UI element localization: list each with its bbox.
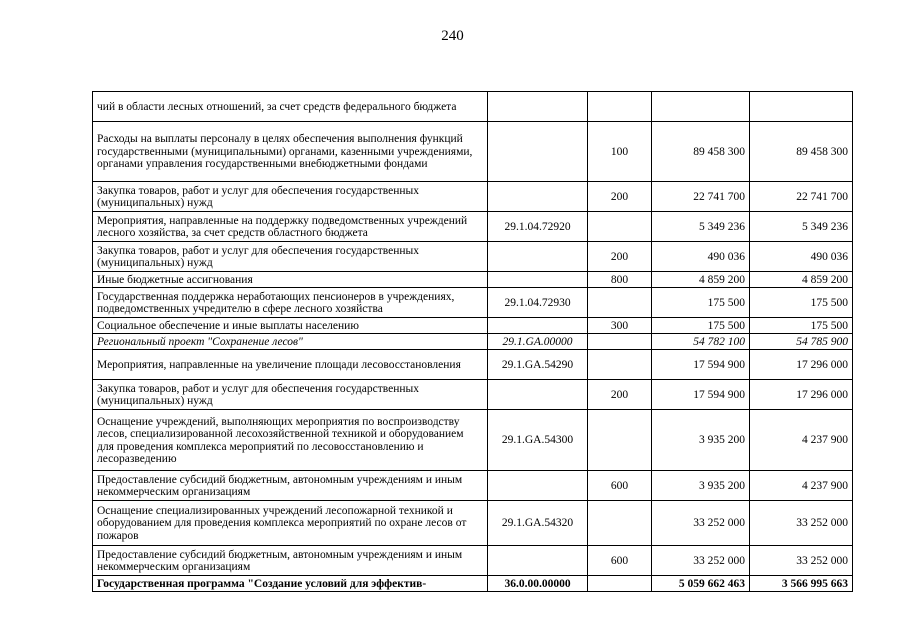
- table-row: [93, 272, 853, 288]
- row-expense-type: [588, 410, 652, 471]
- row-name: Иные бюджетные ассигнования: [93, 272, 488, 288]
- row-code: [488, 122, 588, 182]
- row-expense-type: [588, 92, 652, 122]
- row-code: 29.1.GA.54300: [488, 410, 588, 471]
- row-expense-type: 800: [588, 272, 652, 288]
- row-code: [488, 92, 588, 122]
- table-row: [93, 288, 853, 318]
- row-name: Расходы на выплаты персоналу в целях обеспечения выполнения функций государственными (муниципальными) органами, казенными учреждениями, органами управления государственными внебюджетными фондами: [93, 122, 488, 182]
- row-sum-1: 490 036: [652, 242, 750, 272]
- row-code: 29.1.GA.00000: [488, 334, 588, 350]
- row-name: Государственная поддержка неработающих пенсионеров в учреждениях, подведомственных учредителю в сфере лесного хозяйства: [93, 288, 488, 318]
- table-row: [93, 212, 853, 242]
- row-sum-2: 17 296 000: [750, 380, 853, 410]
- row-name: Закупка товаров, работ и услуг для обеспечения государственных (муниципальных) нужд: [93, 242, 488, 272]
- row-code: [488, 318, 588, 334]
- row-name: Мероприятия, направленные на увеличение площади лесовосстановления: [93, 350, 488, 380]
- row-name: Предоставление субсидий бюджетным, автономным учреждениям и иным некоммерческим организациям: [93, 471, 488, 501]
- row-expense-type: [588, 501, 652, 546]
- page-number: 240: [441, 28, 464, 44]
- row-code: [488, 380, 588, 410]
- table-row: [93, 122, 853, 182]
- row-sum-2: 4 237 900: [750, 471, 853, 501]
- row-sum-2: 490 036: [750, 242, 853, 272]
- row-code: [488, 182, 588, 212]
- row-name: Предоставление субсидий бюджетным, автономным учреждениям и иным некоммерческим организациям: [93, 546, 488, 576]
- row-expense-type: 600: [588, 546, 652, 576]
- row-name: чий в области лесных отношений, за счет средств федерального бюджета: [93, 92, 488, 122]
- row-sum-1: 17 594 900: [652, 350, 750, 380]
- row-name: Оснащение учреждений, выполняющих мероприятия по воспроизводству лесов, специализированной лесохозяйственной техникой и оборудованием для проведения комплекса мероприятий по лесовосстановлению и лесоразведению: [93, 410, 488, 471]
- row-sum-1: 33 252 000: [652, 546, 750, 576]
- row-expense-type: 200: [588, 182, 652, 212]
- row-sum-2: 4 237 900: [750, 410, 853, 471]
- row-sum-2: 175 500: [750, 318, 853, 334]
- row-expense-type: [588, 350, 652, 380]
- row-sum-2: 22 741 700: [750, 182, 853, 212]
- row-sum-1: 22 741 700: [652, 182, 750, 212]
- table-row: [93, 318, 853, 334]
- row-sum-1: 5 059 662 463: [652, 576, 750, 592]
- budget-table: [92, 91, 853, 592]
- row-name: Региональный проект "Сохранение лесов": [93, 334, 488, 350]
- row-name: Государственная программа "Создание условий для эффектив-: [93, 576, 488, 592]
- row-sum-2: 175 500: [750, 288, 853, 318]
- row-code: [488, 546, 588, 576]
- row-sum-2: [750, 92, 853, 122]
- table-row: [93, 471, 853, 501]
- row-sum-1: [652, 92, 750, 122]
- row-name: Оснащение специализированных учреждений лесопожарной техникой и оборудованием для проведения комплекса мероприятий по охране лесов от пожаров: [93, 501, 488, 546]
- row-expense-type: [588, 288, 652, 318]
- row-sum-1: 33 252 000: [652, 501, 750, 546]
- row-code: [488, 272, 588, 288]
- table-row: [93, 334, 853, 350]
- row-sum-1: 3 935 200: [652, 410, 750, 471]
- row-code: 36.0.00.00000: [488, 576, 588, 592]
- row-name: Закупка товаров, работ и услуг для обеспечения государственных (муниципальных) нужд: [93, 380, 488, 410]
- table-row: [93, 242, 853, 272]
- row-sum-2: 33 252 000: [750, 546, 853, 576]
- row-sum-1: 175 500: [652, 318, 750, 334]
- row-name: Закупка товаров, работ и услуг для обеспечения государственных (муниципальных) нужд: [93, 182, 488, 212]
- row-sum-2: 33 252 000: [750, 501, 853, 546]
- table-row: [93, 380, 853, 410]
- table-row: [93, 501, 853, 546]
- row-sum-1: 3 935 200: [652, 471, 750, 501]
- row-expense-type: 600: [588, 471, 652, 501]
- row-sum-1: 17 594 900: [652, 380, 750, 410]
- row-code: [488, 242, 588, 272]
- row-name: Мероприятия, направленные на поддержку подведомственных учреждений лесного хозяйства, за счет средств областного бюджета: [93, 212, 488, 242]
- row-sum-1: 4 859 200: [652, 272, 750, 288]
- row-sum-1: 175 500: [652, 288, 750, 318]
- row-expense-type: 100: [588, 122, 652, 182]
- table-row: [93, 350, 853, 380]
- row-code: 29.1.04.72920: [488, 212, 588, 242]
- table-row: [93, 92, 853, 122]
- table-row: [93, 576, 853, 592]
- budget-table-body: [93, 92, 853, 592]
- row-code: [488, 471, 588, 501]
- table-row: [93, 546, 853, 576]
- row-expense-type: [588, 334, 652, 350]
- row-code: 29.1.GA.54290: [488, 350, 588, 380]
- row-expense-type: [588, 212, 652, 242]
- row-expense-type: [588, 576, 652, 592]
- row-sum-2: 4 859 200: [750, 272, 853, 288]
- row-expense-type: 200: [588, 242, 652, 272]
- row-sum-1: 89 458 300: [652, 122, 750, 182]
- row-sum-2: 89 458 300: [750, 122, 853, 182]
- row-sum-2: 54 785 900: [750, 334, 853, 350]
- row-expense-type: 300: [588, 318, 652, 334]
- row-name: Социальное обеспечение и иные выплаты населению: [93, 318, 488, 334]
- row-sum-2: 3 566 995 663: [750, 576, 853, 592]
- row-sum-2: 5 349 236: [750, 212, 853, 242]
- table-row: [93, 182, 853, 212]
- row-code: 29.1.GA.54320: [488, 501, 588, 546]
- row-sum-1: 5 349 236: [652, 212, 750, 242]
- row-expense-type: 200: [588, 380, 652, 410]
- row-sum-2: 17 296 000: [750, 350, 853, 380]
- row-code: 29.1.04.72930: [488, 288, 588, 318]
- row-sum-1: 54 782 100: [652, 334, 750, 350]
- table-row: [93, 410, 853, 471]
